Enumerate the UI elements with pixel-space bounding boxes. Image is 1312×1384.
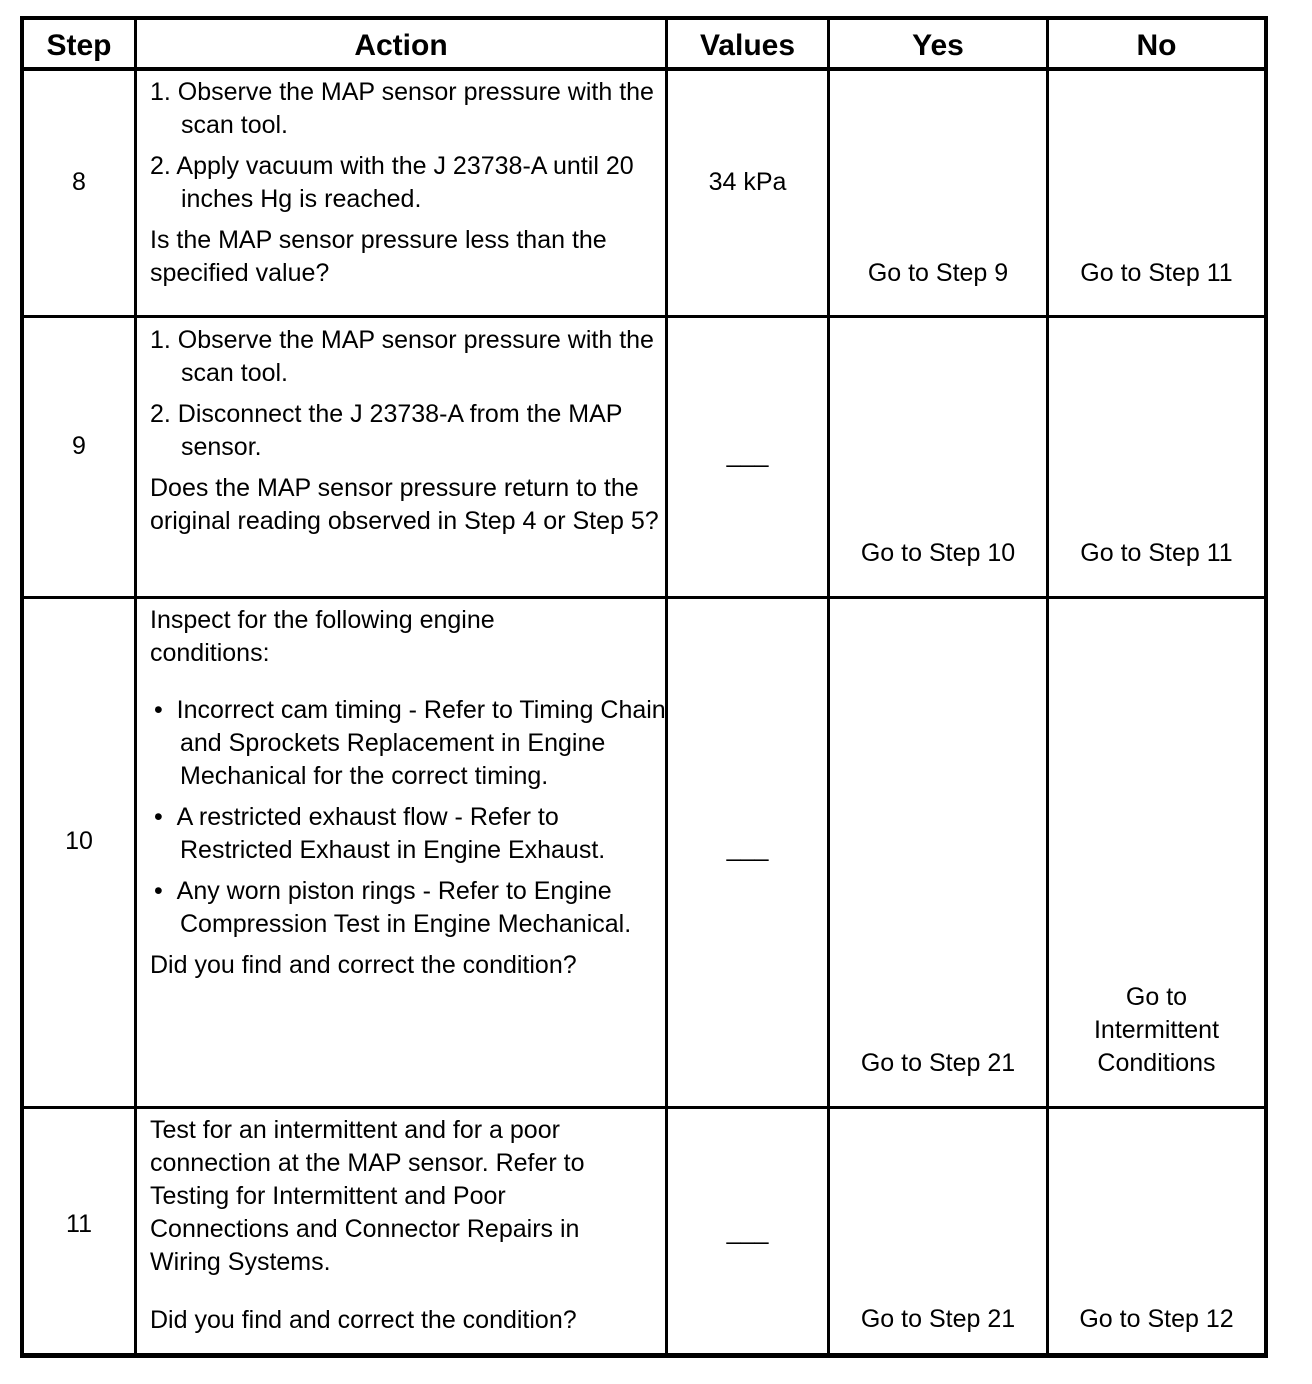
value-cell: ___	[726, 440, 769, 468]
action-cell	[150, 76, 670, 290]
row-divider	[24, 596, 1264, 599]
action-item: 2. Disconnect the J 23738-A from the MAP sensor.	[150, 400, 623, 461]
action-intro: Inspect for the following engine conditions:	[150, 606, 495, 667]
action-bullet	[150, 875, 670, 941]
bullet-icon: •	[154, 696, 177, 724]
no-cell: Go to Step 12	[1079, 1305, 1234, 1333]
step-number: 11	[66, 1210, 92, 1238]
value-cell: ___	[726, 834, 769, 862]
action-question: Did you find and correct the condition?	[150, 951, 577, 979]
row-divider	[24, 67, 1264, 71]
value-cell: ___	[726, 1217, 769, 1245]
action-question: Is the MAP sensor pressure less than the specified value?	[150, 226, 607, 287]
column-divider	[1046, 20, 1049, 1353]
no-cell: Go to Step 11	[1080, 539, 1233, 567]
action-bullet	[150, 694, 670, 793]
action-question: Did you find and correct the condition?	[150, 1306, 577, 1334]
action-item: 2. Apply vacuum with the J 23738-A until 20 inches Hg is reached.	[150, 152, 634, 213]
bullet-text: A restricted exhaust flow - Refer to Restricted Exhaust in Engine Exhaust.	[176, 803, 606, 864]
column-divider	[827, 20, 830, 1353]
bullet-text: Any worn piston rings - Refer to Engine Compression Test in Engine Mechanical.	[176, 877, 632, 938]
diagnostic-table	[20, 16, 1268, 1358]
no-cell: Go to Intermittent Conditions	[1093, 983, 1220, 1077]
no-cell: Go to Step 11	[1080, 259, 1233, 287]
action-cell	[150, 324, 670, 538]
action-intro: Test for an intermittent and for a poor connection at the MAP sensor. Refer to Testing for Intermittent and Poor Connections and Connector Repairs in Wiring Systems.	[150, 1116, 585, 1276]
action-bullet	[150, 801, 670, 867]
yes-cell: Go to Step 21	[860, 1305, 1016, 1333]
column-divider	[134, 20, 137, 1353]
action-cell	[150, 1114, 670, 1337]
bullet-text: Incorrect cam timing - Refer to Timing Chain and Sprockets Replacement in Engine Mechanical for the correct timing.	[176, 696, 666, 790]
row-divider	[24, 1106, 1264, 1109]
step-number: 9	[72, 432, 86, 460]
action-item: 1. Observe the MAP sensor pressure with the scan tool.	[150, 326, 654, 387]
value-cell: 34 kPa	[708, 168, 787, 196]
header-yes: Yes	[912, 29, 964, 62]
action-question: Does the MAP sensor pressure return to the original reading observed in Step 4 or Step 5?	[150, 474, 659, 535]
header-no: No	[1136, 29, 1177, 62]
bullet-icon: •	[154, 877, 177, 905]
header-step: Step	[46, 29, 112, 62]
yes-cell: Go to Step 9	[867, 259, 1009, 287]
action-item: 1. Observe the MAP sensor pressure with the scan tool.	[150, 78, 654, 139]
header-values: Values	[699, 29, 796, 62]
header-action: Action	[354, 29, 448, 62]
yes-cell: Go to Step 10	[860, 539, 1016, 567]
step-number: 10	[65, 827, 93, 855]
yes-cell: Go to Step 21	[860, 1049, 1016, 1077]
row-divider	[24, 315, 1264, 318]
action-cell	[150, 604, 670, 982]
bullet-icon: •	[154, 803, 177, 831]
step-number: 8	[72, 168, 86, 196]
